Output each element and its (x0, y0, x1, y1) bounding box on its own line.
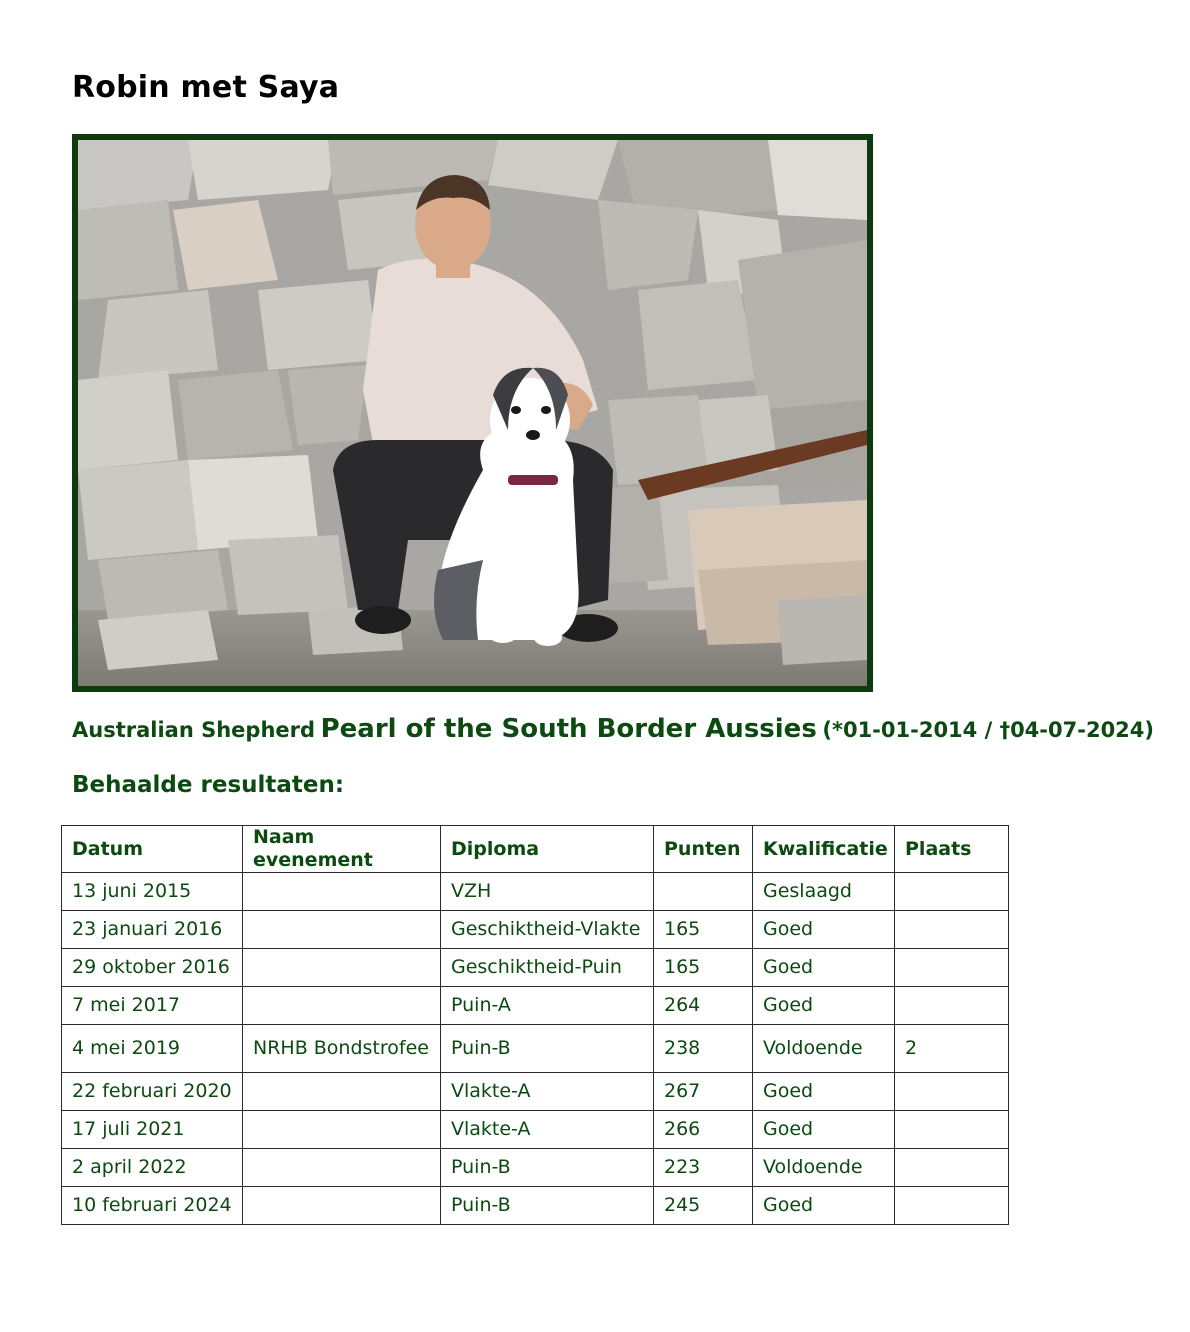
cell-kwalificatie: Goed (753, 1187, 895, 1225)
cell-naam-evenement (243, 873, 441, 911)
cell-punten: 266 (654, 1111, 753, 1149)
cell-diploma: Puin-B (441, 1149, 654, 1187)
cell-naam-evenement (243, 949, 441, 987)
cell-naam-evenement: NRHB Bondstrofee (243, 1025, 441, 1073)
cell-naam-evenement (243, 911, 441, 949)
column-header-naam-evenement: Naam evenement (243, 826, 441, 873)
cell-kwalificatie: Voldoende (753, 1149, 895, 1187)
cell-kwalificatie: Goed (753, 911, 895, 949)
cell-punten (654, 873, 753, 911)
cell-plaats (895, 911, 1009, 949)
cell-naam-evenement (243, 1073, 441, 1111)
cell-datum: 29 oktober 2016 (62, 949, 243, 987)
cell-kwalificatie: Goed (753, 987, 895, 1025)
cell-datum: 17 juli 2021 (62, 1111, 243, 1149)
cell-diploma: Puin-A (441, 987, 654, 1025)
cell-diploma: Puin-B (441, 1187, 654, 1225)
cell-kwalificatie: Geslaagd (753, 873, 895, 911)
cell-kwalificatie: Goed (753, 1073, 895, 1111)
table-header-row (62, 826, 1009, 873)
cell-datum: 10 februari 2024 (62, 1187, 243, 1225)
cell-datum: 2 april 2022 (62, 1149, 243, 1187)
cell-plaats (895, 949, 1009, 987)
table-row (62, 1111, 1009, 1149)
table-row (62, 873, 1009, 911)
cell-datum: 23 januari 2016 (62, 911, 243, 949)
cell-datum: 22 februari 2020 (62, 1073, 243, 1111)
table-row (62, 1073, 1009, 1111)
cell-naam-evenement (243, 987, 441, 1025)
column-header-datum: Datum (62, 826, 243, 873)
cell-naam-evenement (243, 1187, 441, 1225)
cell-diploma: VZH (441, 873, 654, 911)
photo-frame (72, 134, 873, 692)
cell-plaats (895, 1187, 1009, 1225)
cell-plaats (895, 1073, 1009, 1111)
dog-info (72, 714, 1154, 744)
column-header-kwalificatie: Kwalificatie (753, 826, 895, 873)
cell-punten: 264 (654, 987, 753, 1025)
cell-naam-evenement (243, 1111, 441, 1149)
cell-plaats: 2 (895, 1025, 1009, 1073)
cell-plaats (895, 987, 1009, 1025)
table-row (62, 987, 1009, 1025)
cell-kwalificatie: Goed (753, 949, 895, 987)
cell-diploma: Vlakte-A (441, 1073, 654, 1111)
cell-punten: 165 (654, 949, 753, 987)
cell-datum: 13 juni 2015 (62, 873, 243, 911)
table-row (62, 949, 1009, 987)
column-header-plaats: Plaats (895, 826, 1009, 873)
dog-dates: (*01-01-2014 / †04-07-2024) (822, 718, 1154, 742)
cell-plaats (895, 1111, 1009, 1149)
cell-naam-evenement (243, 1149, 441, 1187)
results-table (61, 825, 1009, 1225)
table-row (62, 1025, 1009, 1073)
cell-diploma: Geschiktheid-Puin (441, 949, 654, 987)
cell-datum: 4 mei 2019 (62, 1025, 243, 1073)
cell-diploma: Vlakte-A (441, 1111, 654, 1149)
cell-kwalificatie: Voldoende (753, 1025, 895, 1073)
dog-name: Pearl of the South Border Aussies (320, 714, 817, 744)
cell-diploma: Geschiktheid-Vlakte (441, 911, 654, 949)
table-row (62, 1187, 1009, 1225)
cell-plaats (895, 1149, 1009, 1187)
cell-punten: 245 (654, 1187, 753, 1225)
photo-robin-with-dog (78, 140, 867, 686)
table-row (62, 1149, 1009, 1187)
table-row (62, 911, 1009, 949)
cell-diploma: Puin-B (441, 1025, 654, 1073)
column-header-diploma: Diploma (441, 826, 654, 873)
results-heading: Behaalde resultaten: (72, 772, 345, 798)
cell-punten: 238 (654, 1025, 753, 1073)
column-header-punten: Punten (654, 826, 753, 873)
cell-kwalificatie: Goed (753, 1111, 895, 1149)
page-title: Robin met Saya (72, 70, 340, 105)
cell-plaats (895, 873, 1009, 911)
cell-punten: 223 (654, 1149, 753, 1187)
cell-punten: 165 (654, 911, 753, 949)
dog-breed: Australian Shepherd (72, 718, 316, 742)
cell-punten: 267 (654, 1073, 753, 1111)
cell-datum: 7 mei 2017 (62, 987, 243, 1025)
